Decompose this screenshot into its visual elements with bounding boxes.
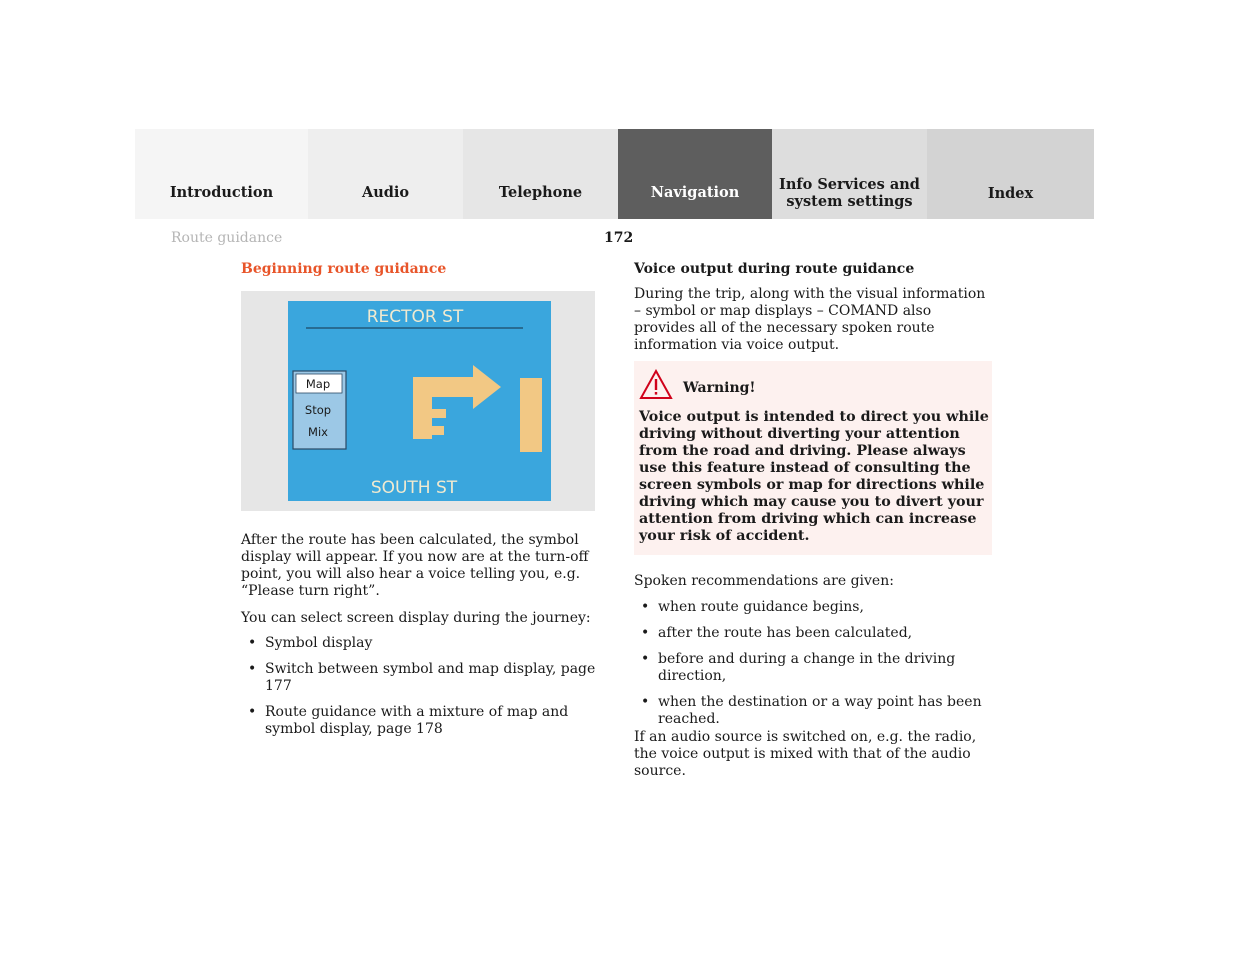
tab-index[interactable] xyxy=(927,129,1094,219)
left-column xyxy=(241,261,601,747)
tab-audio[interactable] xyxy=(308,129,463,219)
section-heading: Beginning route guidance xyxy=(241,261,447,277)
menu-item-mix[interactable]: Mix xyxy=(308,425,328,439)
list-item: • when the destination or a way point has been reached. xyxy=(634,694,996,728)
tab-label: Audio xyxy=(361,184,410,201)
list-item: • before and during a change in the driving direction, xyxy=(634,651,996,685)
recommendations-list xyxy=(634,599,996,728)
section-heading: Voice output during route guidance xyxy=(634,261,915,277)
paragraph: During the trip, along with the visual information – symbol or map displays – COMAND also provides all of the necessary spoken route information via voice output. xyxy=(634,286,986,353)
menu-item-stop[interactable]: Stop xyxy=(304,403,332,417)
paragraph: If an audio source is switched on, e.g. the radio, the voice output is mixed with that of the audio source. xyxy=(634,729,977,779)
screen-figure xyxy=(241,291,595,511)
tab-introduction[interactable] xyxy=(135,129,308,219)
street-top-label: RECTOR ST xyxy=(366,307,464,327)
tab-info-services[interactable] xyxy=(772,129,927,219)
menu-item-map[interactable]: Map xyxy=(305,377,331,391)
side-street-stub xyxy=(432,426,444,435)
paragraph: Spoken recommendations are given: xyxy=(634,573,894,589)
display-options-list xyxy=(241,635,601,738)
chapter-tabs xyxy=(135,129,1094,219)
page-number: 172 xyxy=(604,230,634,246)
list-item: • Route guidance with a mixture of map and symbol display, page 178 xyxy=(241,704,601,738)
list-item: • Symbol display xyxy=(241,635,601,652)
paragraph: After the route has been calculated, the symbol display will appear. If you now are at the turn-off point, you will also hear a voice telling you, e.g. “Please turn right”. xyxy=(241,532,589,599)
warning-box xyxy=(634,361,992,555)
section-name: Route guidance xyxy=(171,230,283,246)
tab-navigation[interactable] xyxy=(618,129,772,219)
menu-panel xyxy=(293,371,346,449)
tab-label: Telephone xyxy=(498,184,583,201)
road-bar xyxy=(520,378,542,452)
route-guidance-screen xyxy=(288,301,551,501)
tab-telephone[interactable] xyxy=(463,129,618,219)
side-street-stub xyxy=(432,409,446,418)
tab-label: Index xyxy=(987,185,1034,202)
tab-label: Navigation xyxy=(650,184,740,201)
street-bottom-label: SOUTH ST xyxy=(370,478,458,498)
list-item: • Switch between symbol and map display, page 177 xyxy=(241,661,601,695)
warning-text: Voice output is intended to direct you while driving without diverting your attention from the road and driving. Please always use this feature instead of consulting the screen symbols or map for directions while driving which may cause you to divert your attention from driving which can increase your risk of accident. xyxy=(639,409,989,544)
warning-triangle-icon xyxy=(639,369,673,401)
list-item: • after the route has been calculated, xyxy=(634,625,996,642)
tab-label: Info Services and system settings xyxy=(779,176,920,210)
paragraph: You can select screen display during the journey: xyxy=(241,610,591,626)
list-item: • when route guidance begins, xyxy=(634,599,996,616)
warning-title: Warning! xyxy=(683,380,756,396)
right-column xyxy=(634,261,996,790)
tab-label: Introduction xyxy=(169,184,274,201)
